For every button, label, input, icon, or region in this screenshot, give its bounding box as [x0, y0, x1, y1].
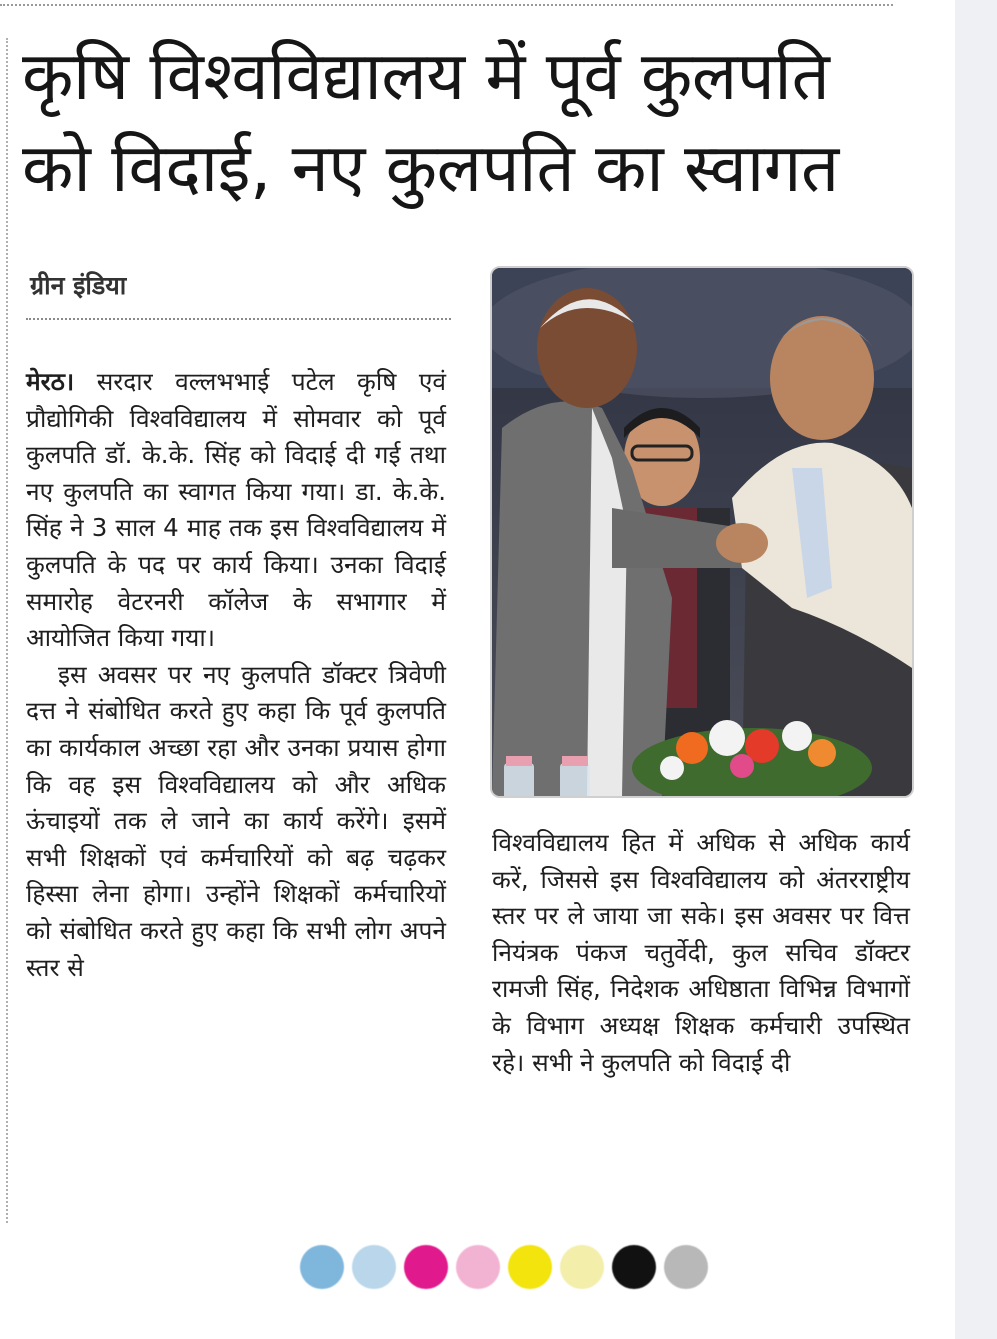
color-swatch-gray	[664, 1245, 708, 1289]
paragraph-1	[26, 364, 446, 657]
color-swatch-yellow	[508, 1245, 552, 1289]
page-margin-strip	[955, 0, 997, 1339]
headline	[22, 30, 922, 214]
color-swatch-light-yellow	[560, 1245, 604, 1289]
left-dotted-rule	[6, 38, 8, 1223]
byline: ग्रीन इंडिया	[30, 271, 127, 300]
news-photo	[490, 266, 914, 798]
color-swatch-cyan	[300, 1245, 344, 1289]
photo-handshake	[716, 523, 768, 563]
headline-line-2: को विदाई, नए कुलपति का स्वागत	[22, 129, 839, 207]
color-swatch-light-magenta	[456, 1245, 500, 1289]
print-color-registration-bar	[300, 1245, 720, 1289]
paragraph-1-text: सरदार वल्लभभाई पटेल कृषि एवं प्रौद्योगिकी विश्वविद्यालय में सोमवार को पूर्व कुलपति डॉ. के.के. सिंह को विदाई दी गई तथा नए कुलपति का स्वागत किया गया। डा. के.के. सिंह ने 3 साल 4 माह तक इस विश्वविद्यालय में कुलपति के पद पर कार्य किया। उनका विदाई समारोह वेटरनरी कॉलेज के सभागार में आयोजित किया गया।	[26, 367, 446, 653]
dateline: मेरठ।	[26, 367, 75, 396]
color-swatch-magenta	[404, 1245, 448, 1289]
color-swatch-black	[612, 1245, 656, 1289]
top-dotted-rule	[0, 4, 893, 6]
headline-line-1: कृषि विश्वविद्यालय में पूर्व कुलपति	[22, 37, 830, 115]
byline-dotted-rule	[26, 318, 451, 320]
article-column-right	[492, 825, 910, 1081]
paragraph-3: विश्वविद्यालय हित में अधिक से अधिक कार्य करें, जिससे इस विश्वविद्यालय को अंतरराष्ट्रीय स्तर पर ले जाया जा सके। इस अवसर पर वित्त नियंत्रक पंकज चतुर्वेदी, कुल सचिव डॉक्टर रामजी सिंह, निदेशक अधिष्ठाता विभिन्न विभागों के विभाग अध्यक्ष शिक्षक कर्मचारी उपस्थित रहे। सभी ने कुलपति को विदाई दी	[492, 828, 910, 1077]
paragraph-2: इस अवसर पर नए कुलपति डॉक्टर त्रिवेणी दत्त ने संबोधित करते हुए कहा कि पूर्व कुलपति का कार्यकाल अच्छा रहा और उनका प्रयास होगा कि वह इस विश्वविद्यालय को और अधिक ऊंचाइयों तक ले जाने का कार्य करेंगे। इसमें सभी शिक्षकों एवं कर्मचारियों को बढ़ चढ़कर हिस्सा लेना होगा। उन्होंने शिक्षकों कर्मचारियों को संबोधित करते हुए कहा कि सभी लोग अपने स्तर से	[26, 659, 446, 982]
color-swatch-light-cyan	[352, 1245, 396, 1289]
article-column-left	[26, 364, 446, 986]
